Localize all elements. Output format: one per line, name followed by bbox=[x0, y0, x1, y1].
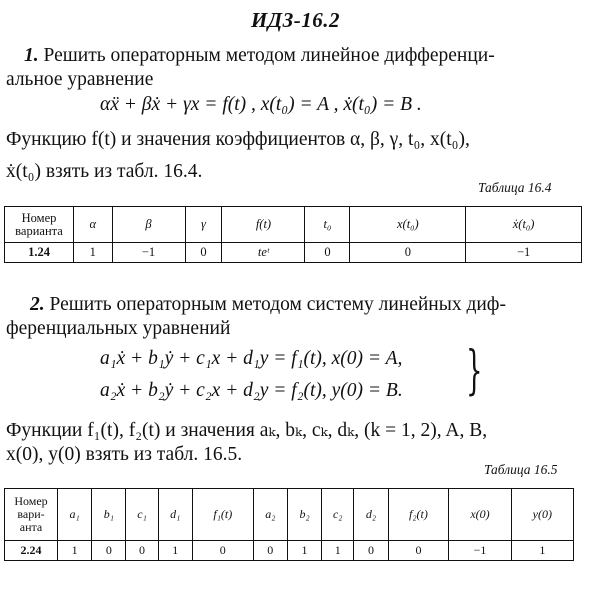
problem2-line1 bbox=[30, 293, 506, 317]
table1-caption: Таблица 16.4 bbox=[478, 180, 552, 195]
problem1-line4: ẋ(t₀) взять из табл. 16.4. bbox=[6, 161, 203, 182]
table-16-4 bbox=[4, 206, 582, 263]
table2-cell: 0 bbox=[354, 541, 388, 561]
table2-header-cell: a₁ bbox=[58, 489, 92, 541]
table2-cell: 0 bbox=[92, 541, 126, 561]
problem1-number: 1. bbox=[24, 45, 39, 66]
problem2-line3: Функции f₁(t), f₂(t) и значения aₖ, bₖ, cₖ, dₖ, (k = 1, 2), A, B, bbox=[6, 420, 488, 441]
table2-header-cell: b₁ bbox=[92, 489, 126, 541]
table1-cell: −1 bbox=[466, 243, 582, 263]
table2-header-cell: c₁ bbox=[126, 489, 158, 541]
table2-header-variant-line2: вари- bbox=[17, 507, 45, 521]
table2-cell: 0 bbox=[253, 541, 287, 561]
table2-cell: 0 bbox=[192, 541, 253, 561]
table1-header-cell: f(t) bbox=[222, 207, 305, 243]
table2-header-row bbox=[5, 489, 574, 541]
table2-cell: 1 bbox=[158, 541, 192, 561]
table2-header-cell: f₂(t) bbox=[388, 489, 449, 541]
table2-header-variant-line1: Номер bbox=[14, 494, 48, 508]
problem2-eq1: a₁ẋ + b₁ẏ + c₁x + d₁y = f₁(t), x(0) = A, bbox=[100, 348, 403, 369]
table2-cell: 1 bbox=[58, 541, 92, 561]
table1-header-variant-line1: Номер bbox=[21, 210, 57, 225]
table1-cell: teᵗ bbox=[222, 243, 305, 263]
table2-cell: 1 bbox=[287, 541, 321, 561]
table2-header-cell: x(0) bbox=[449, 489, 511, 541]
problem2-line2: ференциальных уравнений bbox=[6, 318, 231, 339]
table1-header-cell: β bbox=[112, 207, 185, 243]
page-title: ИДЗ-16.2 bbox=[250, 8, 341, 32]
system-brace: } bbox=[466, 341, 483, 401]
table2-header-cell: y(0) bbox=[511, 489, 573, 541]
table2-header-cell: c₂ bbox=[322, 489, 354, 541]
table1-cell: −1 bbox=[112, 243, 185, 263]
table-16-5 bbox=[4, 488, 574, 561]
table1-cell: 0 bbox=[185, 243, 222, 263]
table2-header-variant-line3: анта bbox=[19, 520, 43, 534]
table1-cell-variant: 1.24 bbox=[5, 243, 74, 263]
table2-header-cell: f₁(t) bbox=[192, 489, 253, 541]
table1-row bbox=[5, 243, 582, 263]
table2-header-cell: a₂ bbox=[253, 489, 287, 541]
problem1-line3: Функцию f(t) и значения коэффициентов α, β, γ, t₀, x(t₀), bbox=[6, 129, 470, 150]
problem1-line1 bbox=[24, 44, 495, 68]
table2-header-variant bbox=[5, 489, 58, 541]
problem1-text-line1: Решить операторным методом линейное дифференци- bbox=[43, 45, 495, 66]
table2-row bbox=[5, 541, 574, 561]
table2-cell: 0 bbox=[126, 541, 158, 561]
table2-header-cell: d₁ bbox=[158, 489, 192, 541]
problem2-line4: x(0), y(0) взять из табл. 16.5. bbox=[6, 444, 243, 465]
table2-header-cell: b₂ bbox=[287, 489, 321, 541]
problem2-eq2: a₂ẋ + b₂ẏ + c₂x + d₂y = f₂(t), y(0) = B. bbox=[100, 380, 403, 401]
problem2-number: 2. bbox=[30, 294, 45, 315]
table2-cell-variant: 2.24 bbox=[5, 541, 58, 561]
table1-header-cell: t₀ bbox=[305, 207, 350, 243]
table2-cell: −1 bbox=[449, 541, 511, 561]
table2-caption: Таблица 16.5 bbox=[484, 462, 558, 477]
table2-cell: 0 bbox=[388, 541, 449, 561]
problem2-text-line1: Решить операторным методом систему линейных диф- bbox=[49, 294, 506, 315]
table1-header-variant bbox=[5, 207, 74, 243]
problem1-equation: αẍ + βẋ + γx = f(t) , x(t₀) = A , ẋ(t₀) = B . bbox=[100, 94, 422, 115]
table1-cell: 0 bbox=[305, 243, 350, 263]
table1-cell: 0 bbox=[350, 243, 466, 263]
table1-cell: 1 bbox=[74, 243, 113, 263]
table1-header-cell: α bbox=[74, 207, 113, 243]
problem1-line2: альное уравнение bbox=[6, 69, 154, 90]
table1-header-cell: ẋ(t₀) bbox=[466, 207, 582, 243]
table2-cell: 1 bbox=[322, 541, 354, 561]
table1-header-row bbox=[5, 207, 582, 243]
table2-header-cell: d₂ bbox=[354, 489, 388, 541]
table2-cell: 1 bbox=[511, 541, 573, 561]
table1-header-cell: x(t₀) bbox=[350, 207, 466, 243]
table1-header-cell: γ bbox=[185, 207, 222, 243]
table1-header-variant-line2: варианта bbox=[15, 223, 63, 238]
